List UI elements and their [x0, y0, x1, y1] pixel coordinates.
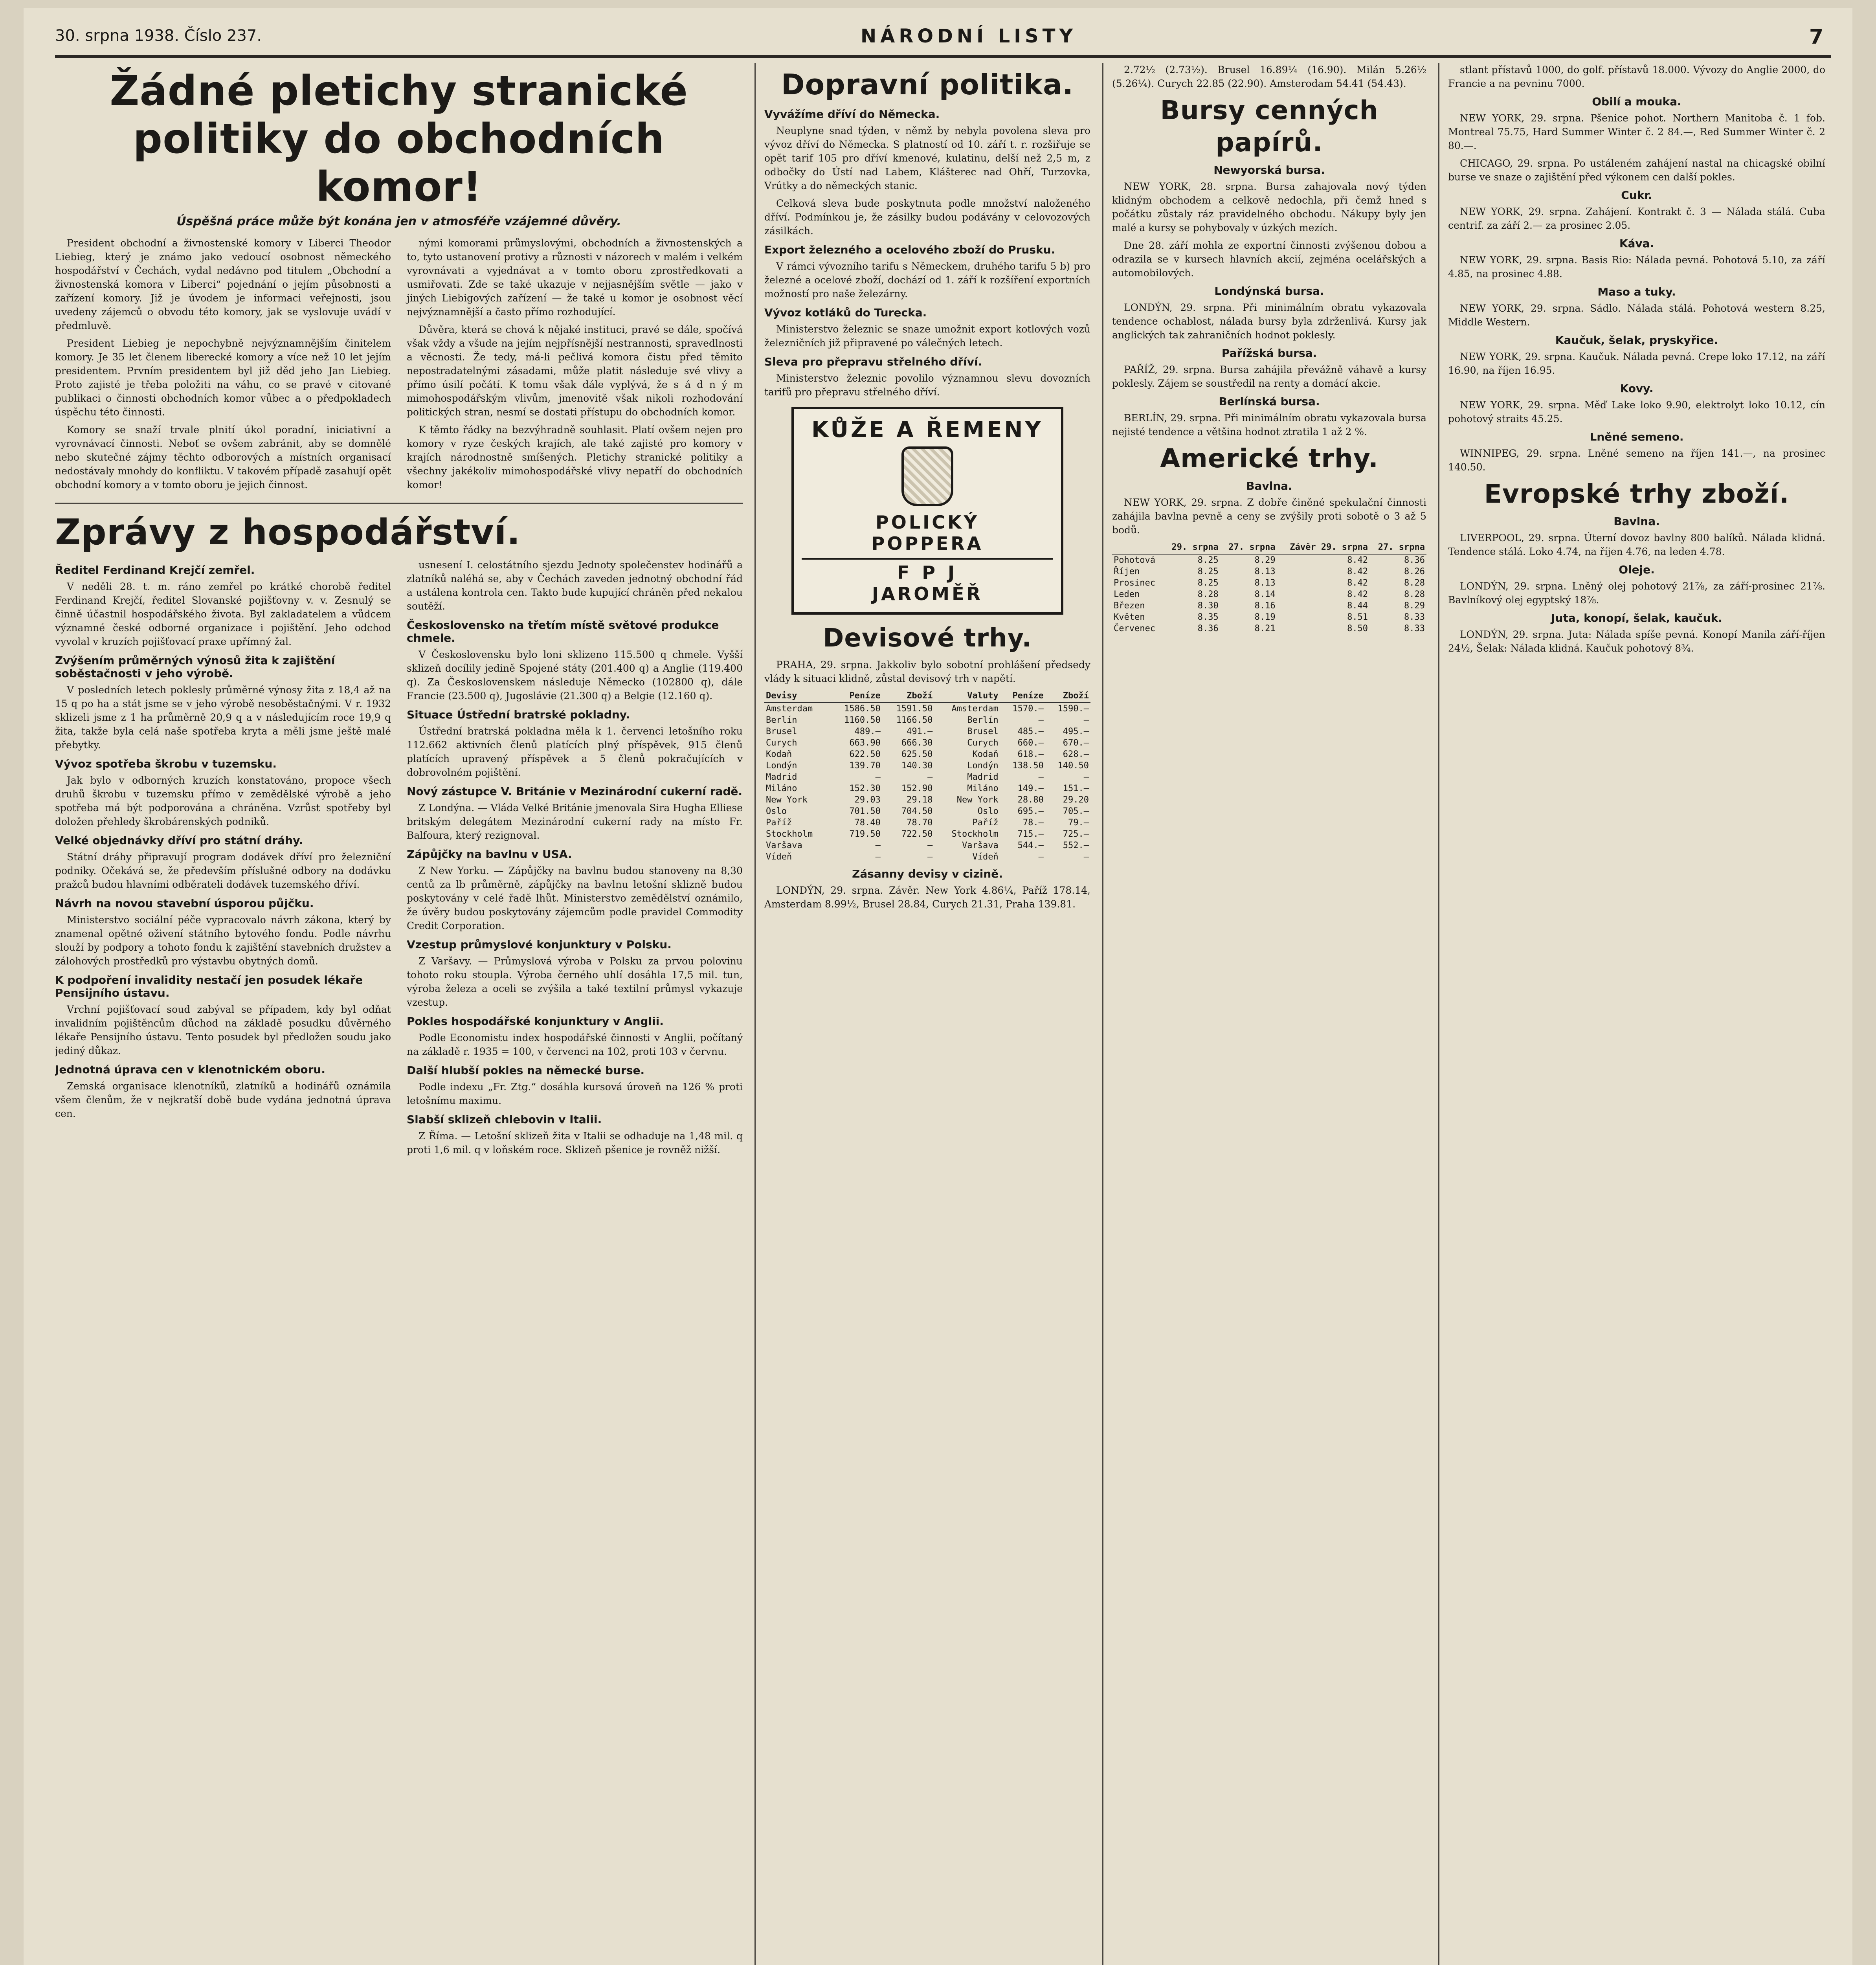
european-markets-headline: Evropské trhy zboží. — [1484, 479, 1790, 509]
table-cell: 8.30 — [1197, 601, 1219, 611]
table-cell: Březen — [1114, 601, 1145, 611]
column-transport — [764, 63, 1090, 1965]
news-paragraph: V Československu bylo loni sklizeno 115.500 q chmele. Vyšší sklizeň docílily jedině Spojené státy (201.400 q) a Anglie (119.400 q). Za Československem následuje Německo (102800 q), dále Francie (23.500 q), Jugoslávie (21.300 q) a Belgie (12.160 q). — [407, 649, 743, 702]
column-exchanges — [1112, 63, 1426, 1965]
market-subheading: Berlínská bursa. — [1219, 395, 1320, 408]
transport-headline: Dopravní politika. — [781, 68, 1074, 101]
news-subheading: Vývoz spotřeba škrobu v tuzemsku. — [55, 757, 277, 770]
table-cell: 1586.50 — [844, 704, 881, 714]
column-rule — [1438, 63, 1439, 1965]
table-header: 27. srpna — [1369, 541, 1426, 554]
table-cell: 151.— — [1063, 784, 1089, 793]
table-header: Valuty — [934, 689, 1000, 703]
market-paragraph: BERLÍN, 29. srpna. Při minimálním obratu vykazovala bursa nejisté tendence a většina hodnot ztratila 1 až 2 %. — [1112, 412, 1426, 437]
transport-paragraph: Ministerstvo železnic povolilo významnou slevu dovozních tarifů pro přepravu střelného dříví. — [764, 373, 1090, 398]
table-cell: 8.51 — [1347, 612, 1368, 622]
news-subheading: Situace Ústřední bratrské pokladny. — [407, 708, 630, 721]
market-paragraph: LONDÝN, 29. srpna. Juta: Nálada spíše pevná. Konopí Manila září-říjen 24½, Šelak: Nálada klidná. Kaučuk pohotový 8¾. — [1448, 629, 1825, 654]
table-body — [764, 703, 1090, 863]
table-cell: 8.35 — [1197, 612, 1219, 622]
market-paragraph: LONDÝN, 29. srpna. Lněný olej pohotový 21⅞, za září-prosinec 21⅞. Bavlníkový olej egyptský 18⅞. — [1448, 580, 1825, 606]
table-cell: 8.14 — [1254, 590, 1276, 599]
market-subheading: Bavlna. — [1614, 515, 1660, 528]
table-cell: Prosinec — [1114, 578, 1155, 588]
table-cell: 149.— — [1017, 784, 1044, 793]
table-row — [1112, 577, 1426, 589]
table-cell: 8.28 — [1404, 590, 1425, 599]
news-subheading: Pokles hospodářské konjunktury v Anglii. — [407, 1015, 664, 1028]
table-cell: 725.— — [1063, 829, 1089, 839]
table-cell: 138.50 — [1012, 761, 1044, 771]
news-paragraph: Podle indexu „Fr. Ztg.“ dosáhla kursová úroveň na 126 % proti letošnímu maximu. — [407, 1081, 743, 1106]
table-row — [764, 726, 1090, 737]
table-cell: 625.50 — [901, 749, 933, 759]
market-paragraph: PAŘÍŽ, 29. srpna. Bursa zahájila převážně váhavě a kursy poklesly. Zájem se soustředil na renty a domácí akcie. — [1112, 364, 1426, 389]
table-cell: Paříž — [972, 818, 999, 828]
transport-paragraph: Ministerstvo železnic se snaze umožnit export kotlových vozů železničních již připravené po válečných letech. — [764, 323, 1090, 349]
market-subheading: Cukr. — [1621, 189, 1652, 202]
table-cell: 8.13 — [1254, 567, 1276, 577]
market-subheading: Londýnská bursa. — [1214, 285, 1324, 298]
table-row — [764, 714, 1090, 726]
table-cell: 495.— — [1063, 727, 1089, 736]
table-cell: 8.13 — [1254, 578, 1276, 588]
table-cell: Madrid — [967, 772, 999, 782]
market-subheading: Juta, konopí, šelak, kaučuk. — [1551, 612, 1722, 624]
table-cell: 628.— — [1063, 749, 1089, 759]
table-row — [764, 760, 1090, 771]
table-cell: 660.— — [1017, 738, 1044, 748]
news-paragraph: Z New Yorku. — Zápůjčky na bavlnu budou stanoveny na 8,30 centů za lb průměrně, zápůjčky na bavlnu letošní sklizně budou poskytovány v celé řadě lhůt. Ministerstvo zemědělství oznámilo, že úvěry budou poskytovány zájemcům podle pravidel Commodity Credit Corporation. — [407, 865, 743, 931]
table-row — [1112, 623, 1426, 634]
table-cell: 704.50 — [901, 806, 933, 816]
table-header — [1112, 541, 1163, 554]
table-cell: 552.— — [1063, 841, 1089, 850]
table-cell: Miláno — [967, 784, 999, 793]
table-cell: 78.40 — [854, 818, 881, 828]
table-cell: 8.28 — [1404, 578, 1425, 588]
table-cell: 29.18 — [907, 795, 933, 805]
table-row — [764, 806, 1090, 817]
table-cell: 701.50 — [849, 806, 881, 816]
ad-line: JAROMĚŘ — [872, 583, 983, 604]
table-cell: Miláno — [766, 784, 797, 793]
table-cell: 8.36 — [1404, 555, 1425, 565]
news-paragraph: Z Varšavy. — Průmyslová výroba v Polsku za prvou polovinu tohoto roku stoupla. Výroba černého uhlí dosáhla 17,5 mil. tun, výroba železa a oceli se zvýšila a také textilní průmysl vykazuje vzestup. — [407, 955, 743, 1008]
market-paragraph: NEW YORK, 29. srpna. Kaučuk. Nálada pevná. Crepe loko 17.12, na září 16.90, na říjen 16.95. — [1448, 351, 1825, 376]
market-subheading: Kovy. — [1620, 382, 1654, 395]
news-subheading: Československo na třetím místě světové produkce chmele. — [407, 619, 719, 645]
market-paragraph: LIVERPOOL, 29. srpna. Úterní dovoz bavlny 800 balíků. Nálada klidná. Tendence stálá. Loko 4.74, na říjen 4.76, na leden 4.78. — [1448, 532, 1825, 557]
table-cell: Berlín — [766, 715, 797, 725]
table-cell: 719.50 — [849, 829, 881, 839]
table-cell: Curych — [766, 738, 797, 748]
news-paragraph: Státní dráhy připravují program dodávek dříví pro železniční podniky. Očekává se, že především příslušné odbory na dodávku pražců budou hlavními odběrateli dodávek tuzemského dříví. — [55, 851, 391, 890]
market-paragraph: NEW YORK, 29. srpna. Měď Lake loko 9.90, elektrolyt loko 10.12, cín pohotový straits 45.25. — [1448, 399, 1825, 424]
main-headline: Žádné pletichy stranické politiky do obchodních komor! — [110, 67, 688, 211]
news-paragraph: V posledních letech poklesly průměrné výnosy žita z 18,4 až na 15 q po ha a stát jsme se v jeho výrobě nesoběstačnými. V r. 1932 sklizeli jsme z 1 ha průměrně 20,9 q a v následujícím roce 19,9 q žita, takže byla celá naše spotřeba kryta a měli jsme ještě malé přebytky. — [55, 684, 391, 751]
news-subheading: Vzestup průmyslové konjunktury v Polsku. — [407, 938, 672, 951]
table-row — [1112, 554, 1426, 566]
newspaper-title: NÁRODNÍ LISTY — [861, 25, 1077, 47]
table-cell: — — [927, 772, 933, 782]
american-markets-headline: Americké trhy. — [1160, 443, 1379, 474]
market-paragraph: NEW YORK, 29. srpna. Z dobře činěné spekulační činnosti zahájila bavlna pevně a ceny se zvýšily proti sobotě o 3 až 5 bodů. — [1112, 497, 1426, 536]
table-cell: 8.42 — [1347, 578, 1368, 588]
article-paragraph: President obchodní a živnostenské komory v Liberci Theodor Liebieg, který je známo jako vedoucí osobnost německého hospodářství v Čechách, vydal nedávno pod titulem „Obchodní a živnostenská komora v Liberci“ pojednání o jejím působnosti a zařízení komory. Již je úvodem je informaci veřejnosti, jsou uvedeny zájemců o obvodu této komory, jak se vyslovuje uvádí v předmluvě. — [55, 237, 391, 331]
table-cell: 140.50 — [1057, 761, 1089, 771]
table-cell: Pohotová — [1114, 555, 1155, 565]
table-row — [764, 737, 1090, 749]
news-paragraph: Zemská organisace klenotníků, zlatníků a hodinářů oznámila všem členům, že v nejkratší době bude vydána jednotná úprava cen. — [55, 1080, 391, 1119]
market-paragraph: PRAHA, 29. srpna. Jakkoliv bylo sobotní prohlášení předsedy vlády k situaci klidně, zůstal devisový trh v napětí. — [764, 659, 1090, 684]
market-subheading: Obilí a mouka. — [1592, 95, 1681, 108]
table-cell: 8.44 — [1347, 601, 1368, 611]
table-cell: Varšava — [962, 841, 999, 850]
news-subheading: Návrh na novou stavební úsporou půjčku. — [55, 897, 314, 910]
page-number: 7 — [1809, 25, 1823, 49]
table-cell: — — [1083, 772, 1089, 782]
table-cell: 8.42 — [1347, 590, 1368, 599]
advertisement-box — [791, 407, 1063, 615]
section-title: Devisové trhy. — [823, 624, 1032, 653]
table-cell: 8.19 — [1254, 612, 1276, 622]
table-row — [764, 817, 1090, 828]
section-divider — [55, 503, 743, 504]
table-cell: — — [927, 852, 933, 862]
news-paragraph: Vrchní pojišťovací soud zabýval se případem, kdy byl odňat invalidním pojištěncům důchod na základě posudku důvěrného lékaře Pensijního ústavu. Tento posudek byl předložen soudu jako jediný důkaz. — [55, 1004, 391, 1056]
article-body — [55, 236, 743, 496]
table-cell: 8.25 — [1197, 567, 1219, 577]
table-header: 27. srpna — [1220, 541, 1277, 554]
table-cell: 8.42 — [1347, 555, 1368, 565]
table-cell: 78.— — [1022, 818, 1044, 828]
article-paragraph: K těmto řádky na bezvýhradně souhlasit. Platí ovšem nejen pro komory v ryze českých krajích, ale také zajisté pro komory v krajích národnostně smíšených. Pletichy stranické politiky a všechny jakékoliv mimohospodářské vlivy nepatří do obchodních komor! — [407, 424, 743, 490]
market-paragraph: 2.72½ (2.73½). Brusel 16.89¼ (16.90). Milán 5.26½ (5.26¼). Curych 22.85 (22.90). Amsterodam 54.41 (54.43). — [1112, 64, 1426, 89]
table-cell: 8.25 — [1197, 555, 1219, 565]
news-subheading: Zápůjčky na bavlnu v USA. — [407, 848, 572, 861]
table-cell: — — [875, 852, 881, 862]
page-header — [55, 20, 1831, 58]
transport-paragraph: Neuplyne snad týden, v němž by nebyla povolena sleva pro vývoz dříví do Německa. S platností od 10. září t. r. rozšiřuje se opět tarif 105 pro dříví kmenové, kulatinu, delší než 2,5 m, z odbočky do Ústí nad Labem, Klášterec nad Ohří, Turzovka, Vrútky a do německých stanic. — [764, 125, 1090, 191]
article-subcolumn-right — [407, 236, 743, 496]
table-cell: 8.21 — [1254, 624, 1276, 634]
transport-subheading: Export železného a ocelového zboží do Prusku. — [764, 243, 1055, 256]
table-cell: — — [927, 841, 933, 850]
section-title: Zprávy z hospodářství. — [55, 512, 521, 553]
table-cell: Varšava — [766, 841, 802, 850]
article-paragraph: Důvěra, která se chová k nějaké instituci, pravé se dále, spočívá však vždy a všude na jejím nejpřísnější nestrannosti, spravedlnosti a věcnosti. Že tedy, má-li pečlivá komora čistu před těmito nepostradatelnými zásadami, může platit následuje své vlivy a přímo úsilí počátí. K tomu však dále vyplývá, že s á d n ý m mimohospodářským vlivům, jmenovitě však nikoli rozhodování politických stran, nesmí se dostati přístupu do obchodních komor. — [407, 324, 743, 418]
article-paragraph: President Liebieg je nepochybně nejvýznamnějším činitelem komory. Je 35 let členem liberecké komory a více než 10 let jejím presidentem. Prvním presidentem byl již děd jeho Jan Liebieg. Proto zajisté je třeba položiti na váhu, co se pravé v citované publikaci o činnosti obchodních komor vůbec a o předpokladech úspěchu této činnosti. — [55, 338, 391, 418]
market-paragraph: NEW YORK, 29. srpna. Pšenice pohot. Northern Manitoba č. 1 fob. Montreal 75.75, Hard Summer Winter č. 2 84.—, Red Summer Winter č. 2 80.—. — [1448, 112, 1825, 151]
table-cell: Stockholm — [951, 829, 999, 839]
table-cell: 1570.— — [1012, 704, 1044, 714]
table-cell: 1166.50 — [896, 715, 933, 725]
market-paragraph: NEW YORK, 29. srpna. Zahájení. Kontrakt č. 3 — Nálada stálá. Cuba centrif. za září 2.— za prosinec 2.05. — [1448, 206, 1825, 231]
table-cell: 1160.50 — [844, 715, 881, 725]
table-row — [1112, 566, 1426, 577]
table-cell: 152.90 — [901, 784, 933, 793]
news-paragraph: Z Říma. — Letošní sklizeň žita v Italii se odhaduje na 1,48 mil. q proti 1,6 mil. q v loňském roce. Sklizeň pšenice je rovněž nižší. — [407, 1130, 743, 1155]
table-cell: 78.70 — [907, 818, 933, 828]
table-cell: 705.— — [1063, 806, 1089, 816]
table-header: Zboží — [882, 689, 934, 703]
table-cell: Kodaň — [766, 749, 792, 759]
table-cell: 8.33 — [1404, 624, 1425, 634]
table-cell: 489.— — [854, 727, 881, 736]
market-paragraph: NEW YORK, 29. srpna. Sádlo. Nálada stálá. Pohotová western 8.25, Middle Western. — [1448, 303, 1825, 328]
table-cell: Oslo — [977, 806, 999, 816]
market-subheading: Lněné semeno. — [1590, 430, 1684, 443]
transport-subheading: Vývoz kotláků do Turecka. — [764, 306, 927, 319]
market-paragraph: WINNIPEG, 29. srpna. Lněné semeno na říjen 141.—, na prosinec 140.50. — [1448, 448, 1825, 473]
table-cell: 8.29 — [1254, 555, 1276, 565]
news-paragraph: Jak bylo v odborných kruzích konstatováno, propoce všech druhů škrobu v tuzemsku přímo v zemědělské výrobě a jeho spotřeba má být podporována a chráněna. Vzrůst spotřeby byl doložen přehledy škrobárenských podniků. — [55, 775, 391, 827]
table-row — [764, 840, 1090, 851]
table-cell: Amsterdam — [766, 704, 813, 714]
table-body — [1112, 554, 1426, 634]
news-paragraph: usnesení I. celostátního sjezdu Jednoty společenstev hodinářů a zlatníků naléhá se, aby v Čechách zaveden jednotný obchodní řád a ustálena kontrola cen. Takto bude kupující chráněn před nekalou soutěží. — [407, 559, 743, 612]
table-cell: 491.— — [907, 727, 933, 736]
table-row — [764, 771, 1090, 783]
news-paragraph: V neděli 28. t. m. ráno zemřel po krátké chorobě ředitel Ferdinand Krejčí, ředitel Slovanské pojišťovny v. v. Zesnulý se činně účastnil hospodářského života. Byl zakladatelem a vůdcem významné české odborné organizace i pojištění. Jeho odchod vyvolal v kruzích pojišťovací praxe upřímný žal. — [55, 581, 391, 647]
table-cell: 140.30 — [901, 761, 933, 771]
table-cell: 1591.50 — [896, 704, 933, 714]
market-subheading: Zásanny devisy v cizině. — [852, 867, 1003, 880]
news-subheading: K podpoření invalidity nestačí jen posudek lékaře Pensijního ústavu. — [55, 973, 363, 999]
transport-subheading: Sleva pro přepravu střelného dříví. — [764, 355, 982, 368]
table-cell: 622.50 — [849, 749, 881, 759]
article-paragraph: nými komorami průmyslovými, obchodních a živnostenských a to, tyto ustanovení protivy a různosti v názorech v malém i velkém vyrovnávati a vyjednávat a v tomto oboru zprostředkovati a usmiřovati. Zde se také ukazuje v nejjasnějším světle — jako v jiných Liebigových zařízení — že také u komor je osobnost věcí nejvýznamnější a často přímo rozhodující. — [407, 237, 743, 318]
table-cell: 8.28 — [1197, 590, 1219, 599]
table-cell: — — [875, 841, 881, 850]
exchange-rate-table — [764, 689, 1090, 863]
table-header: Závěr 29. srpna — [1277, 541, 1369, 554]
article-paragraph: Komory se snaží trvale plnití úkol poradní, iniciativní a vyrovnávací činnosti. Neboť se ovšem zabránit, aby se domnělé nebo skutečné zájmy těchto odborových a místních organisací nedostávaly mnohdy do konfliktu. V takovém případě zasahují opět obchodní komory a v tomto oboru je jejich činnost. — [55, 424, 391, 490]
ad-line: POPPERA — [871, 533, 984, 554]
table-cell: 666.30 — [901, 738, 933, 748]
table-cell: Brusel — [967, 727, 999, 736]
table-cell: Červenec — [1114, 624, 1155, 634]
table-cell: 485.— — [1017, 727, 1044, 736]
news-subheading: Další hlubší pokles na německé burse. — [407, 1064, 645, 1077]
market-paragraph: NEW YORK, 28. srpna. Bursa zahajovala nový týden klidným obchodem a celkově nedochla, při čemž hned s počátku zůstaly ráz pravidelného obchodu. Nákupy byly jen malé a kursy se pohybovaly v úzkých mezích. — [1112, 181, 1426, 233]
table-cell: Berlín — [967, 715, 999, 725]
table-cell: — — [1083, 852, 1089, 862]
table-cell: 722.50 — [901, 829, 933, 839]
transport-paragraph: Celková sleva bude poskytnuta podle množství naloženého dříví. Podmínkou je, že zásilky budou podávány v celovozových zásilkách. — [764, 198, 1090, 237]
news-subheading: Ředitel Ferdinand Krejčí zemřel. — [55, 564, 255, 577]
table-row — [1112, 612, 1426, 623]
cotton-price-table — [1112, 541, 1426, 634]
news-paragraph: Z Londýna. — Vláda Velké Británie jmenovala Sira Hugha Elliese britským delegátem Mezinárodní cukerní rady na místo Fr. Balfoura, který rezignoval. — [407, 802, 743, 841]
market-paragraph: LONDÝN, 29. srpna. Závěr. New York 4.86¼, Paříž 178.14, Amsterdam 8.99½, Brusel 28.84, Curych 21.31, Praha 139.81. — [764, 885, 1090, 910]
table-row — [764, 783, 1090, 794]
table-cell: 8.25 — [1197, 578, 1219, 588]
table-cell: 8.33 — [1404, 612, 1425, 622]
column-1 — [55, 63, 743, 1965]
ad-line: F P J — [802, 558, 1053, 583]
issue-date: 30. srpna 1938. Číslo 237. — [55, 27, 262, 45]
news-subheading: Jednotná úprava cen v klenotnickém oboru. — [55, 1063, 325, 1076]
table-cell: 29.20 — [1063, 795, 1089, 805]
table-cell: 8.42 — [1347, 567, 1368, 577]
news-subheading: Slabší sklizeň chlebovin v Italii. — [407, 1113, 602, 1126]
market-paragraph: stlant přístavů 1000, do golf. přístavů 18.000. Vývozy do Anglie 2000, do Francie a na pevninu 7000. — [1448, 64, 1825, 89]
table-cell: Curych — [967, 738, 999, 748]
market-subheading: Pařížská bursa. — [1221, 347, 1317, 360]
market-paragraph: LONDÝN, 29. srpna. Při minimálním obratu vykazovala tendence ochablost, nálada bursy byla zdrženlivá. Kursy jak anglických tak zahraničních hodnot poklesly. — [1112, 302, 1426, 341]
column-rule — [1102, 63, 1103, 1965]
table-cell: 152.30 — [849, 784, 881, 793]
table-header: Peníze — [830, 689, 882, 703]
table-row — [1112, 600, 1426, 612]
table-row — [764, 794, 1090, 806]
table-cell: 544.— — [1017, 841, 1044, 850]
table-cell: Kodaň — [972, 749, 999, 759]
handbag-icon — [901, 446, 953, 506]
market-subheading: Kaučuk, šelak, pryskyřice. — [1555, 334, 1718, 347]
exchanges-headline: Bursy cenných papírů. — [1160, 95, 1379, 158]
table-cell: 1590.— — [1057, 704, 1089, 714]
table-cell: 695.— — [1017, 806, 1044, 816]
table-cell: — — [1083, 715, 1089, 725]
column-commodities — [1448, 63, 1825, 1965]
article-subcolumn-left — [55, 236, 391, 496]
table-row — [1112, 589, 1426, 600]
table-cell: Květen — [1114, 612, 1145, 622]
table-cell: 715.— — [1017, 829, 1044, 839]
market-subheading: Káva. — [1619, 237, 1654, 250]
market-subheading: Newyorská bursa. — [1213, 163, 1325, 176]
table-cell: 8.29 — [1404, 601, 1425, 611]
market-paragraph: Dne 28. září mohla ze exportní činnosti zvýšenou dobou a odrazila se v kursech hlavních akcií, zejména ocelářských a automobilových. — [1112, 240, 1426, 279]
news-paragraph: Ministerstvo sociální péče vypracovalo návrh zákona, který by znamenal opětné oživení státního bytového fondu. Podle návrhu slouží by podpory a tohoto fondu k zajištění stavebních družstev a zálohových prostředků pro výstavbu obytných domů. — [55, 914, 391, 967]
table-cell: Vídeň — [766, 852, 792, 862]
ad-line: POLICKÝ — [876, 512, 979, 533]
table-cell: 8.16 — [1254, 601, 1276, 611]
table-cell: Stockholm — [766, 829, 813, 839]
table-cell: — — [1038, 715, 1044, 725]
table-cell: Paříž — [766, 818, 792, 828]
table-cell: Leden — [1114, 590, 1140, 599]
table-cell: 79.— — [1068, 818, 1089, 828]
table-cell: 670.— — [1063, 738, 1089, 748]
table-cell: — — [1038, 772, 1044, 782]
table-cell: Londýn — [766, 761, 797, 771]
table-cell: Vídeň — [972, 852, 999, 862]
news-subcolumn-left — [55, 558, 391, 1161]
table-cell: Brusel — [766, 727, 797, 736]
table-cell: 139.70 — [849, 761, 881, 771]
table-header: Peníze — [1000, 689, 1045, 703]
table-cell: 618.— — [1017, 749, 1044, 759]
table-cell: 8.50 — [1347, 624, 1368, 634]
table-cell: — — [1038, 852, 1044, 862]
news-subcolumn-right — [407, 558, 743, 1161]
table-cell: 663.90 — [849, 738, 881, 748]
table-cell: Oslo — [766, 806, 787, 816]
table-cell: 28.80 — [1017, 795, 1044, 805]
market-paragraph: CHICAGO, 29. srpna. Po ustáleném zahájení nastal na chicagské obilní burse ve snaze o zajištění před výkonem cen další pokles. — [1448, 158, 1825, 183]
news-subheading: Zvýšením průměrných výnosů žita k zajištění soběstačnosti v jeho výrobě. — [55, 654, 335, 680]
table-cell: New York — [956, 795, 999, 805]
market-subheading: Bavlna. — [1246, 479, 1292, 492]
transport-subheading: Vyvážíme dříví do Německa. — [764, 108, 940, 121]
headline-lead: Úspěšná práce může být konána jen v atmosféře vzájemné důvěry. — [176, 215, 621, 228]
table-cell: Madrid — [766, 772, 797, 782]
column-rule — [754, 63, 756, 1965]
table-row — [764, 749, 1090, 760]
table-cell: Říjen — [1114, 567, 1140, 577]
table-cell: 29.03 — [854, 795, 881, 805]
table-cell: 8.36 — [1197, 624, 1219, 634]
transport-paragraph: V rámci vývozního tarifu s Německem, druhého tarifu 5 b) pro železné a ocelové zboží, dochází od 1. září k rozšíření exportních možností pro naše železárny. — [764, 261, 1090, 299]
table-cell: — — [875, 772, 881, 782]
news-paragraph: Ústřední bratrská pokladna měla k 1. červenci letošního roku 112.662 aktivních členů platících plný příspěvek, 915 členů platících upravený příspěvek a 5 členů pokračujících v dobrovolném pojištění. — [407, 725, 743, 778]
market-subheading: Maso a tuky. — [1597, 285, 1676, 298]
table-cell: 8.26 — [1404, 567, 1425, 577]
table-header: 29. srpna — [1163, 541, 1220, 554]
newspaper-page — [24, 8, 1852, 1965]
table-row — [764, 703, 1090, 714]
market-subheading: Oleje. — [1619, 563, 1655, 576]
table-cell: New York — [766, 795, 808, 805]
news-paragraph: Podle Economistu index hospodářské činnosti v Anglii, počítaný na základě r. 1935 = 100, v červenci na 102, proti 103 v červnu. — [407, 1032, 743, 1057]
ad-line: KŮŽE A ŘEMENY — [811, 417, 1043, 443]
table-header: Zboží — [1045, 689, 1090, 703]
market-paragraph: NEW YORK, 29. srpna. Basis Rio: Nálada pevná. Pohotová 5.10, za září 4.85, na prosinec 4.88. — [1448, 254, 1825, 279]
table-header: Devisy — [764, 689, 830, 703]
news-subheading: Velké objednávky dříví pro státní dráhy. — [55, 834, 303, 847]
news-body — [55, 558, 743, 1161]
table-row — [764, 851, 1090, 863]
table-row — [764, 828, 1090, 840]
news-subheading: Nový zástupce V. Británie v Mezinárodní cukerní radě. — [407, 785, 743, 798]
table-cell: Amsterdam — [951, 704, 999, 714]
table-cell: Londýn — [967, 761, 999, 771]
